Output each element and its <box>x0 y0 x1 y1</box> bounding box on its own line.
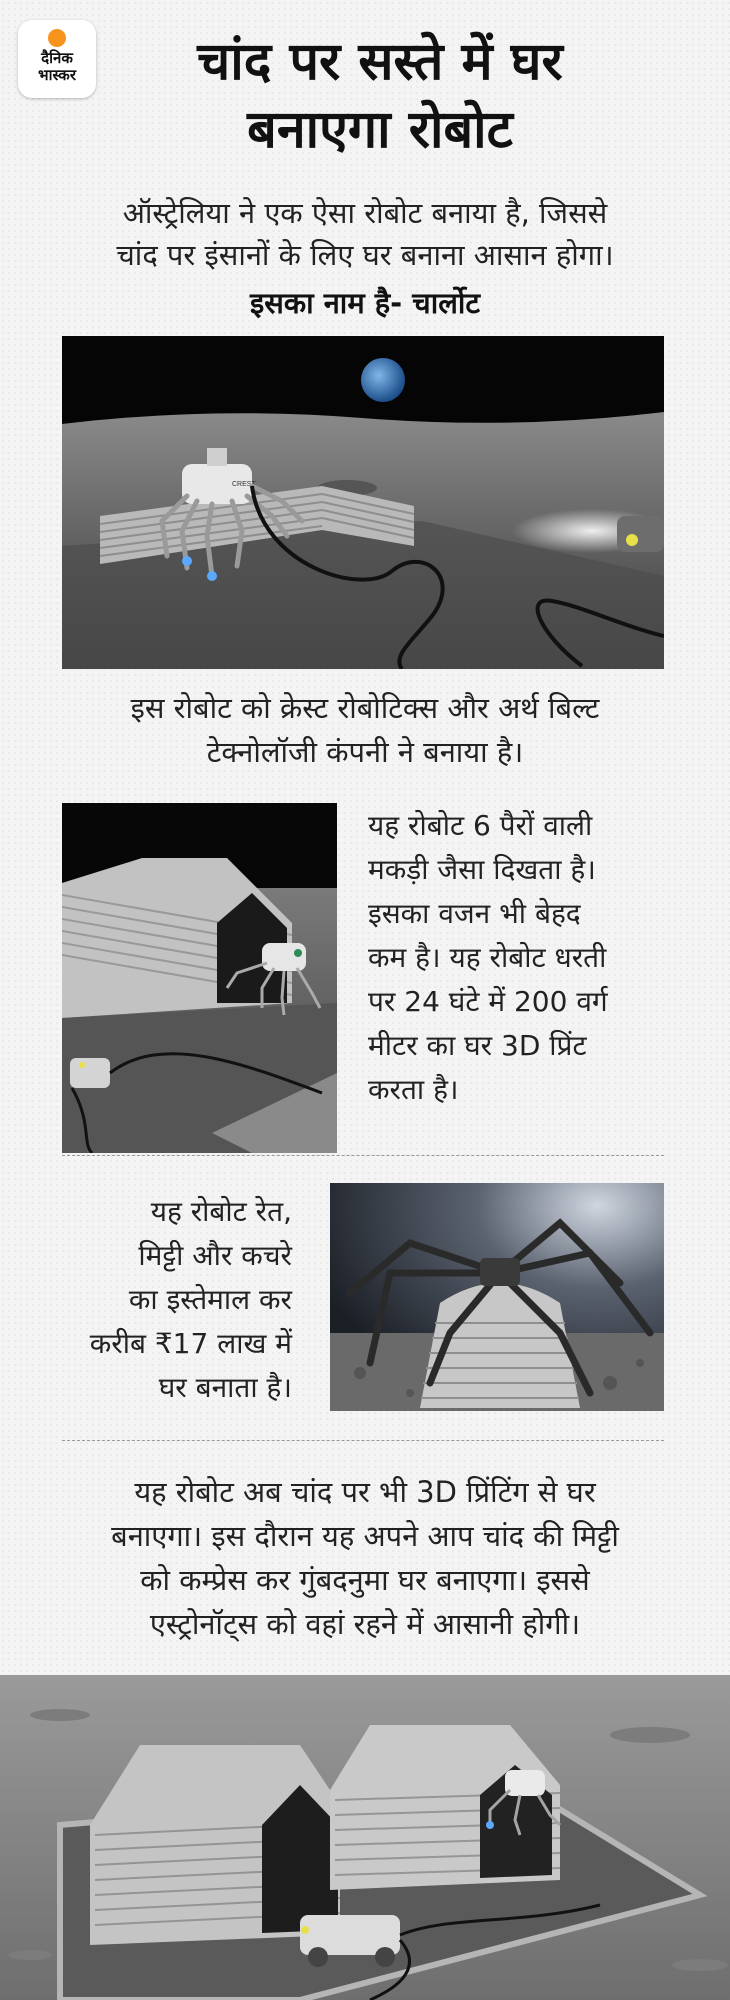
intro-text: ऑस्ट्रेलिया ने एक ऐसा रोबोट बनाया है, जिससे चांद पर इंसानों के लिए घर बनाना आसान होगा। <box>116 196 614 272</box>
page-title <box>100 28 660 164</box>
dome-robot-image <box>62 803 337 1153</box>
dainik-bhaskar-logo[interactable] <box>18 20 96 98</box>
materials-description: यह रोबोट रेत, मिट्टी और कचरे का इस्तेमाल कर करीब ₹17 लाख में घर बनाता है। <box>89 1195 292 1404</box>
lunar-habitat-image <box>0 1675 730 2000</box>
robot-name-line: इसका नाम है- चार्लोट <box>249 286 480 320</box>
robot-description: यह रोबोट 6 पैरों वाली मकड़ी जैसा दिखता है। इसका वजन भी बेहद कम है। यह रोबोट धरती पर 24 घंटे में 200 वर्ग मीटर का घर 3D प्रिंट करता है। <box>368 809 608 1106</box>
habitat-right <box>330 1725 560 1890</box>
maker-caption: इस रोबोट को क्रेस्ट रोबोटिक्स और अर्थ बिल्ट टेक्नोलॉजी कंपनी ने बनाया है। <box>130 691 600 769</box>
habitat-left <box>90 1745 340 1945</box>
divider <box>62 1440 664 1441</box>
sun-icon <box>48 29 66 47</box>
title-line-1: चांद पर सस्ते में घर <box>197 32 563 92</box>
title-line-2: बनाएगा रोबोट <box>247 100 513 160</box>
earth-icon <box>361 358 405 402</box>
moon-printing-description: यह रोबोट अब चांद पर भी 3D प्रिंटिंग से घर बनाएगा। इस दौरान यह अपने आप चांद की मिट्टी को कम्प्रेस कर गुंबदनुमा घर बनाएगा। इससे एस्ट्रोनॉट्स को वहां रहने में आसानी होगी। <box>111 1475 619 1641</box>
logo-text: दैनिक भास्कर <box>38 49 76 84</box>
moon-robot-image <box>62 336 664 669</box>
divider <box>62 1155 664 1156</box>
spider-printer-image <box>330 1183 664 1411</box>
svg-text:CREST: CREST <box>232 481 256 488</box>
